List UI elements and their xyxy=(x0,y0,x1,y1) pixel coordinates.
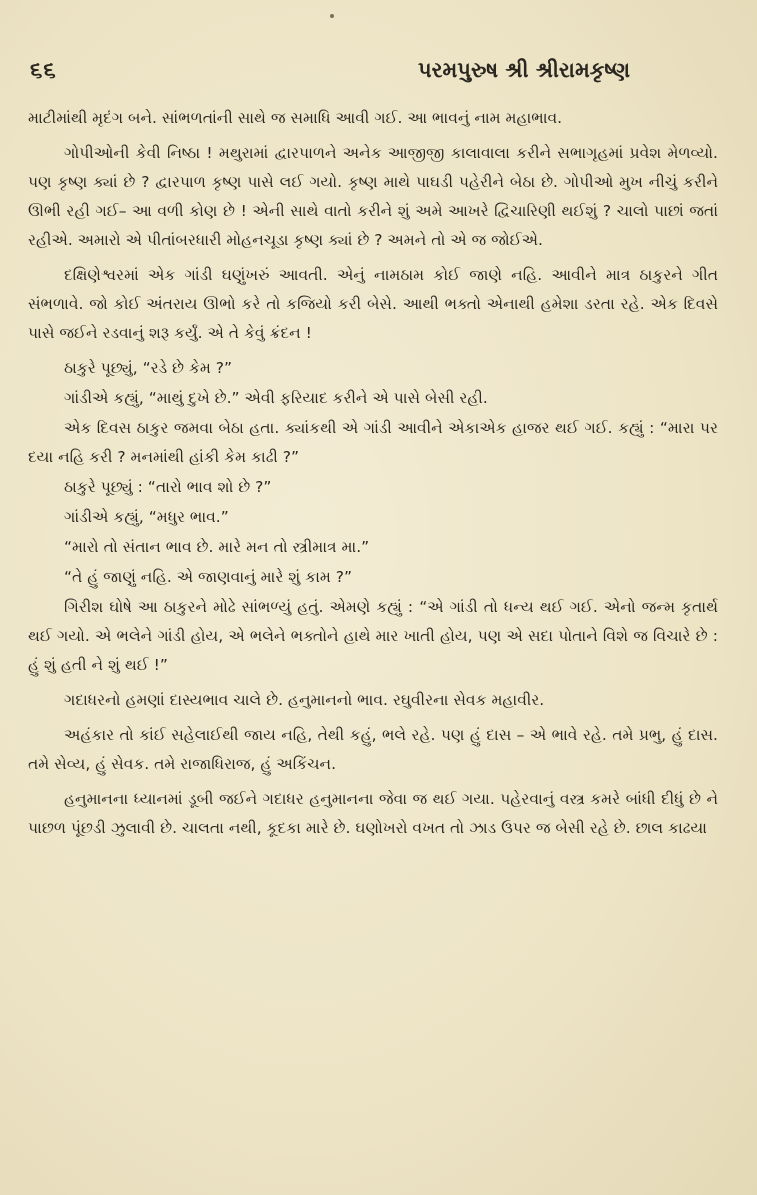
paragraph: ગિરીશ ઘોષે આ ઠાકુરને મોઢે સાંભળ્યું હતું. એમણે કહ્યું : “એ ગાંડી તો ધન્ય થઈ ગઈ. એનો જન્મ કૃતાર્થ થઈ ગયો. એ ભલેને ગાંડી હોય, એ ભલેને ભક્તોને હાથે માર ખાતી હોય, પણ એ સદા પોતાને વિશે જ વિચારે છે : હું શું હતી ને શું થઈ !” xyxy=(28,598,718,674)
paragraph: હનુમાનના ધ્યાનમાં ડૂબી જઈને ગદાધર હનુમાનના જેવા જ થઈ ગયા. પહેરવાનું વસ્ત્ર કમરે બાંધી દીધું છે ને પાછળ પૂંછડી ઝુલાવી છે. ચાલતા નથી, કૂદકા મારે છે. ઘણોખરો વખત તો ઝાડ ઉપર જ બેસી રહે છે. છાલ કાઢયા xyxy=(28,790,718,837)
paragraph: માટીમાંથી મૃદંગ બને. સાંભળતાંની સાથે જ સમાધિ આવી ગઈ. આ ભાવનું નામ મહાભાવ. xyxy=(28,109,563,127)
running-head: પરમપુરુષ શ્રી શ્રીરામકૃષ્ણ xyxy=(418,58,631,82)
paragraph: ગદાધરનો હમણાં દાસ્યભાવ ચાલે છે. હનુમાનનો ભાવ. રઘુવીરના સેવક મહાવીર. xyxy=(64,691,545,709)
paragraph: ગોપીઓની કેવી નિષ્ઠા ! મથુરામાં દ્વારપાળને અનેક આજીજી કાલાવાલા કરીને સભાગૃહમાં પ્રવેશ મેળવ્યો. પણ કૃષ્ણ ક્યાં છે ? દ્વારપાળ કૃષ્ણ પાસે લઈ ગયો. કૃષ્ણ માથે પાઘડી પહેરીને બેઠા છે. ગોપીઓ મુખ નીચું કરીને ઊભી રહી ગઈ– આ વળી કોણ છે ! એની સાથે વાતો કરીને શું અમે આખરે દ્વિચારિણી થઈશું ? ચાલો પાછાં જતાં રહીએ. અમારો એ પીતાંબરધારી મોહનચૂડા કૃષ્ણ ક્યાં છે ? અમને તો એ જ જોઈએ. xyxy=(28,144,718,249)
dialogue-line: ગાંડીએ કહ્યું, “મધુર ભાવ.” xyxy=(64,508,229,526)
paragraph: એક દિવસ ઠાકુર જમવા બેઠા હતા. ક્યાંકથી એ ગાંડી આવીને એકાએક હાજર થઈ ગઈ. કહ્યું : “મારા પર દયા નહિ કરી ? મનમાંથી હાંકી કેમ કાઢી ?” xyxy=(28,419,718,466)
dialogue-line: ગાંડીએ કહ્યું, “માથું દુખે છે.” એવી ફરિયાદ કરીને એ પાસે બેસી રહી. xyxy=(64,389,488,407)
dialogue-line: ઠાકુરે પૂછ્યું : “તારો ભાવ શો છે ?” xyxy=(64,478,272,496)
ink-speck xyxy=(330,14,334,18)
paragraph: અહંકાર તો કાંઈ સહેલાઈથી જાય નહિ, તેથી કહું, ભલે રહે. પણ હું દાસ – એ ભાવે રહે. તમે પ્રભુ, હું દાસ. તમે સેવ્ય, હું સેવક. તમે રાજાધિરાજ, હું અકિંચન. xyxy=(28,726,718,773)
body-text xyxy=(28,104,718,849)
paragraph: દક્ષિણેશ્વરમાં એક ગાંડી ઘણુંખરું આવતી. એનું નામઠામ કોઈ જાણે નહિ. આવીને માત્ર ઠાકુરને ગીત સંભળાવે. જો કોઈ અંતરાય ઊભો કરે તો કજિયો કરી બેસે. આથી ભક્તો એનાથી હમેશા ડરતા રહે. એક દિવસે પાસે જઈને રડવાનું શરૂ કર્યું. એ તે કેવું ક્રંદન ! xyxy=(28,266,718,342)
dialogue-line: “મારો તો સંતાન ભાવ છે. મારે મન તો સ્ત્રીમાત્ર મા.” xyxy=(64,538,370,556)
dialogue-line: ઠાકુરે પૂછ્યું, “રડે છે કેમ ?” xyxy=(64,359,233,377)
page-number: ૬૬ xyxy=(30,58,57,83)
dialogue-line: “તે હું જાણું નહિ. એ જાણવાનું મારે શું કામ ?” xyxy=(64,568,353,586)
